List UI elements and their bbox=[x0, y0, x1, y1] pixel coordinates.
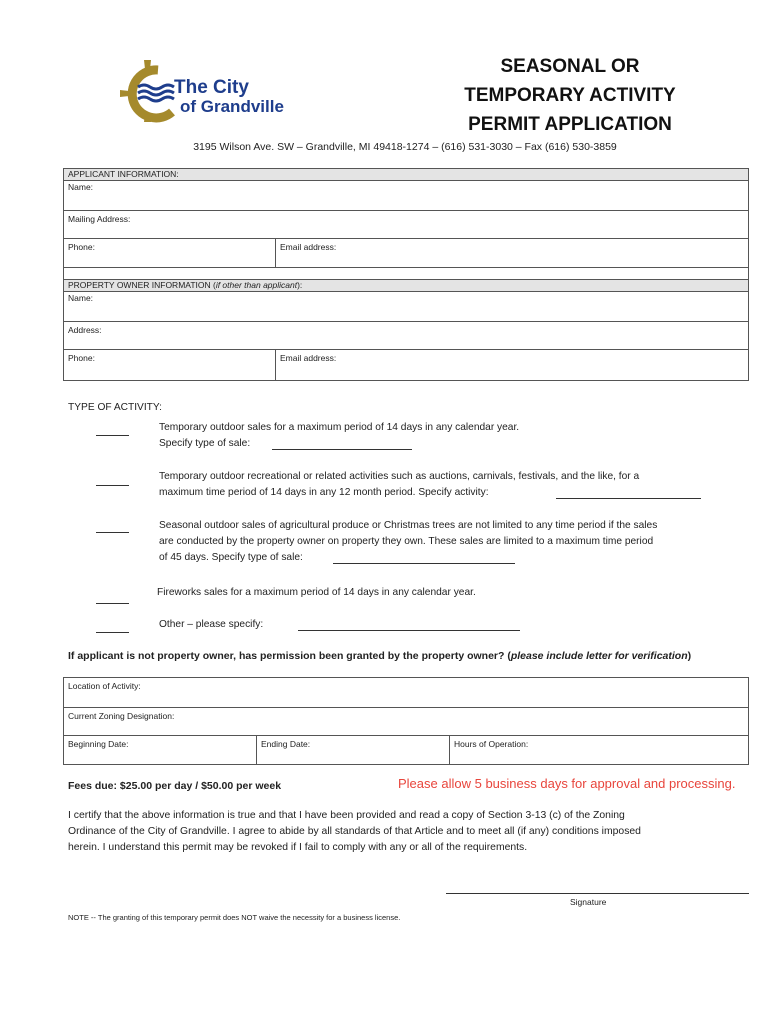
title-line-1: SEASONAL OR bbox=[500, 56, 640, 77]
activity-option3-checkline[interactable] bbox=[96, 522, 129, 533]
applicant-owner-form bbox=[63, 168, 749, 381]
business-license-note: NOTE -- The granting of this temporary permit does NOT waive the necessity for a business license. bbox=[68, 913, 401, 922]
option2-activity-field[interactable] bbox=[556, 488, 701, 499]
certify-line-1: I certify that the above information is true and that I have been provided and read a copy of Section 3-13 (c) of the Zoning bbox=[68, 810, 625, 821]
applicant-email-field[interactable] bbox=[275, 239, 748, 267]
activity-option3-line1: Seasonal outdoor sales of agricultural produce or Christmas trees are not limited to any time period if the sales bbox=[159, 520, 658, 531]
owner-name-row[interactable] bbox=[64, 292, 748, 322]
signature-label: Signature bbox=[570, 897, 607, 907]
ending-date-field[interactable] bbox=[256, 736, 449, 764]
zoning-label: Current Zoning Designation: bbox=[68, 711, 175, 721]
owner-contact-row bbox=[64, 350, 748, 380]
applicant-phone-label: Phone: bbox=[68, 242, 95, 252]
applicant-name-label: Name: bbox=[68, 182, 94, 192]
signature-line[interactable] bbox=[446, 893, 749, 894]
activity-option4-checkline[interactable] bbox=[96, 593, 129, 604]
activity-option3-line2: are conducted by the property owner on property they own. These sales are limited to a maximum time period bbox=[159, 536, 654, 547]
activity-option2-line2: maximum time period of 14 days in any 12 month period. Specify activity: bbox=[159, 487, 489, 498]
applicant-contact-row bbox=[64, 239, 748, 268]
applicant-mailing-label: Mailing Address: bbox=[68, 214, 131, 224]
logo-line2: of Grandville bbox=[180, 97, 284, 116]
permission-question-text: If applicant is not property owner, has permission been granted by the property owner? ( bbox=[68, 650, 511, 662]
location-form bbox=[63, 677, 749, 765]
hours-field[interactable] bbox=[449, 736, 748, 764]
owner-address-row[interactable] bbox=[64, 322, 748, 350]
certify-line-3: herein. I understand this permit may be revoked if I fail to comply with any or all of the requirements. bbox=[68, 842, 528, 853]
owner-email-label: Email address: bbox=[280, 353, 337, 363]
owner-heading-italic: if other than applicant bbox=[215, 280, 298, 290]
ending-date-label: Ending Date: bbox=[261, 739, 311, 749]
applicant-section-heading: APPLICANT INFORMATION: bbox=[64, 169, 748, 181]
owner-email-field[interactable] bbox=[275, 350, 748, 380]
activity-heading: TYPE OF ACTIVITY: bbox=[68, 402, 162, 413]
title-line-2: TEMPORARY ACTIVITY bbox=[464, 85, 676, 106]
activity-option5-line1: Other – please specify: bbox=[159, 619, 264, 630]
title-line-3: PERMIT APPLICATION bbox=[468, 114, 672, 135]
beginning-date-label: Beginning Date: bbox=[68, 739, 129, 749]
compass-emblem-icon bbox=[120, 60, 174, 122]
applicant-phone-field[interactable] bbox=[64, 239, 275, 267]
activity-option2-line1: Temporary outdoor recreational or related activities such as auctions, carnivals, festivals, and the like, for a bbox=[159, 471, 640, 482]
activity-option2-checkline[interactable] bbox=[96, 475, 129, 486]
activity-option4-line1: Fireworks sales for a maximum period of 14 days in any calendar year. bbox=[157, 587, 476, 598]
permission-question bbox=[68, 650, 691, 662]
spacer-row bbox=[64, 268, 748, 280]
activity-option1-checkline[interactable] bbox=[96, 425, 129, 436]
certification-paragraph bbox=[68, 808, 738, 856]
applicant-mailing-row[interactable] bbox=[64, 211, 748, 239]
dates-row bbox=[64, 736, 748, 764]
activity-option3-line3: of 45 days. Specify type of sale: bbox=[159, 552, 303, 563]
logo-line1: The City bbox=[174, 77, 249, 98]
owner-address-label: Address: bbox=[68, 325, 102, 335]
page-title bbox=[440, 52, 700, 139]
permission-question-italic: please include letter for verification bbox=[510, 650, 688, 662]
applicant-name-row[interactable] bbox=[64, 181, 748, 211]
applicant-email-label: Email address: bbox=[280, 242, 337, 252]
owner-name-label: Name: bbox=[68, 293, 94, 303]
activity-option1-line2: Specify type of sale: bbox=[159, 438, 251, 449]
option1-sale-type-field[interactable] bbox=[272, 439, 412, 450]
owner-phone-label: Phone: bbox=[68, 353, 95, 363]
owner-heading-text: PROPERTY OWNER INFORMATION ( bbox=[68, 280, 216, 290]
activity-option5-checkline[interactable] bbox=[96, 622, 129, 633]
location-label: Location of Activity: bbox=[68, 681, 141, 691]
owner-section-heading bbox=[64, 280, 748, 292]
location-row[interactable] bbox=[64, 678, 748, 708]
hours-label: Hours of Operation: bbox=[454, 739, 529, 749]
city-logo bbox=[120, 60, 310, 126]
activity-option1-line1: Temporary outdoor sales for a maximum period of 14 days in any calendar year. bbox=[159, 422, 520, 433]
certify-line-2: Ordinance of the City of Grandville. I agree to abide by all standards of that Article and to meet all (if any) conditions imposed bbox=[68, 826, 641, 837]
owner-phone-field[interactable] bbox=[64, 350, 275, 380]
beginning-date-field[interactable] bbox=[64, 736, 256, 764]
zoning-row[interactable] bbox=[64, 708, 748, 736]
option5-other-field[interactable] bbox=[298, 620, 520, 631]
fees-due: Fees due: $25.00 per day / $50.00 per week bbox=[68, 780, 282, 792]
city-address: 3195 Wilson Ave. SW – Grandville, MI 49418-1274 – (616) 531-3030 – Fax (616) 530-3859 bbox=[193, 141, 617, 153]
owner-heading-end: ): bbox=[297, 280, 303, 290]
permission-question-end: ) bbox=[687, 650, 692, 662]
processing-note: Please allow 5 business days for approval and processing. bbox=[398, 776, 736, 791]
option3-sale-type-field[interactable] bbox=[333, 553, 515, 564]
